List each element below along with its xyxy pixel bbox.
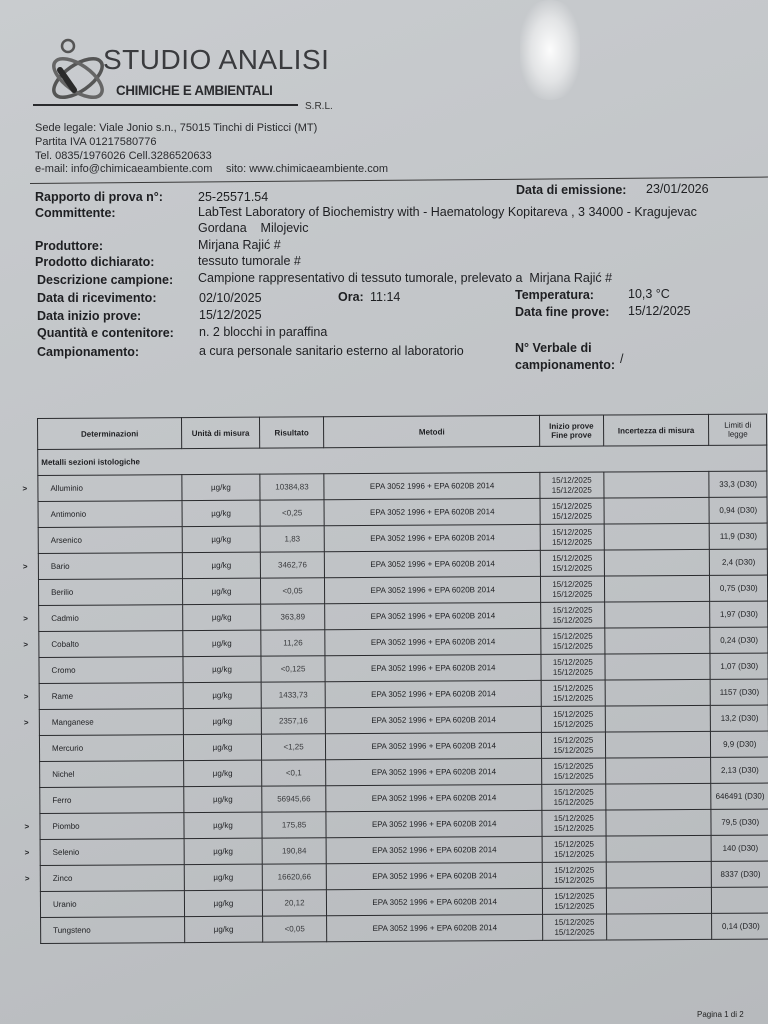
- uncertainty-cell: [605, 679, 711, 706]
- unit-cell: µg/kg: [182, 500, 260, 526]
- determination-name: Arsenico: [50, 535, 82, 545]
- time-value: 11:14: [370, 290, 401, 304]
- determination-name: Tungsteno: [53, 925, 91, 935]
- limit-cell: 0,75 (D30): [710, 575, 768, 601]
- sampling-value: a cura personale sanitario esterno al laboratorio: [199, 344, 464, 358]
- determination-name: Uranio: [52, 899, 77, 909]
- start-date: 15/12/2025: [552, 553, 593, 563]
- header-uncertainty: Incertezza di misura: [603, 414, 709, 446]
- limit-cell: 646491 (D30): [711, 783, 768, 809]
- header-limits-2: legge: [728, 429, 748, 439]
- start-date: 15/12/2025: [554, 891, 595, 901]
- unit-cell: µg/kg: [185, 916, 263, 942]
- exceed-marker: >: [22, 562, 28, 572]
- header-dates-start: Inizio prove: [549, 421, 594, 431]
- dates-cell: [543, 914, 607, 940]
- company-email: e-mail: info@chimicaeambiente.com: [35, 163, 213, 175]
- uncertainty-cell: [606, 913, 712, 940]
- light-glare: [520, 0, 580, 100]
- result-cell: 56945,66: [262, 786, 327, 812]
- end-date: 15/12/2025: [553, 745, 594, 755]
- limit-cell: 0,94 (D30): [709, 497, 767, 523]
- determination-name: Ferro: [52, 795, 72, 805]
- method-cell: EPA 3052 1996 + EPA 6020B 2014: [324, 498, 540, 525]
- start-date-label: Data inizio prove:: [37, 309, 142, 323]
- exceed-marker: >: [23, 640, 29, 650]
- end-date: 15/12/2025: [553, 849, 595, 859]
- unit-cell: µg/kg: [184, 786, 262, 812]
- end-date: 15/12/2025: [554, 875, 595, 885]
- dates-cell: [541, 654, 605, 680]
- unit-cell: µg/kg: [183, 630, 261, 656]
- page-number: Pagina 1 di 2: [697, 1010, 744, 1019]
- method-cell: EPA 3052 1996 + EPA 6020B 2014: [326, 758, 542, 785]
- determination-cell: [38, 501, 182, 528]
- exceed-marker: >: [23, 692, 29, 702]
- start-date: 15/12/2025: [552, 683, 594, 693]
- header-dates: [540, 415, 604, 446]
- method-cell: EPA 3052 1996 + EPA 6020B 2014: [325, 680, 541, 707]
- result-cell: 175,85: [262, 812, 327, 838]
- method-cell: EPA 3052 1996 + EPA 6020B 2014: [326, 810, 542, 837]
- dates-cell: [540, 550, 604, 576]
- uncertainty-cell: [604, 497, 710, 524]
- issue-date: 23/01/2026: [646, 182, 709, 196]
- client-label: Committente:: [35, 206, 116, 220]
- start-date: 15/12/2025: [551, 527, 593, 537]
- limit-cell: 140 (D30): [712, 835, 768, 861]
- result-cell: <0,1: [261, 760, 326, 786]
- method-cell: EPA 3052 1996 + EPA 6020B 2014: [325, 602, 541, 629]
- start-date: 15/12/2025: [553, 709, 594, 719]
- product-value: tessuto tumorale #: [198, 254, 301, 268]
- dates-cell: [542, 732, 606, 758]
- dates-cell: [540, 524, 604, 550]
- temperature-label: Temperatura:: [515, 288, 594, 302]
- determination-cell: [38, 579, 182, 606]
- result-cell: <0,125: [261, 656, 326, 682]
- dates-cell: [542, 888, 606, 914]
- dates-cell: [542, 862, 606, 888]
- producer-label: Produttore:: [35, 239, 104, 253]
- determination-name: Nichel: [52, 769, 75, 779]
- start-date: 15/12/2025: [552, 605, 593, 615]
- quantity-value: n. 2 blocchi in paraffina: [199, 325, 328, 339]
- description-label: Descrizione campione:: [37, 273, 174, 287]
- temperature-value: 10,3 °C: [628, 287, 670, 301]
- exceed-marker: >: [24, 874, 30, 884]
- unit-cell: µg/kg: [182, 526, 260, 552]
- brand-divider: [33, 104, 298, 106]
- start-date-value: 15/12/2025: [199, 308, 262, 322]
- dates-cell: [542, 810, 606, 836]
- limit-cell: 9,9 (D30): [711, 731, 768, 757]
- determination-name: Mercurio: [51, 743, 84, 753]
- company-website: sito: www.chimicaeambiente.com: [226, 163, 389, 175]
- limit-cell: 1,07 (D30): [710, 653, 768, 679]
- client-line-1: LabTest Laboratory of Biochemistry with - Haematology Kopitareva , 3 34000 - Kragujevac: [198, 205, 697, 219]
- unit-cell: µg/kg: [184, 864, 262, 890]
- end-date-label: Data fine prove:: [515, 305, 610, 319]
- determination-name: Piombo: [52, 821, 80, 831]
- description-value: Campione rappresentativo di tessuto tumorale, prelevato a Mirjana Rajić #: [198, 271, 613, 285]
- dates-cell: [541, 706, 605, 732]
- results-table: [22, 414, 768, 944]
- uncertainty-cell: [604, 549, 710, 576]
- table-header-row: [38, 414, 767, 449]
- limit-cell: 8337 (D30): [712, 861, 768, 887]
- method-cell: EPA 3052 1996 + EPA 6020B 2014: [327, 862, 543, 889]
- determination-cell: [41, 917, 185, 944]
- header-methods: Metodi: [324, 415, 540, 447]
- end-date: 15/12/2025: [553, 797, 594, 807]
- end-date: 15/12/2025: [552, 615, 593, 625]
- result-cell: 3462,76: [260, 552, 325, 578]
- limit-cell: 1,97 (D30): [710, 601, 768, 627]
- header-result: Risultato: [259, 417, 324, 448]
- uncertainty-cell: [603, 471, 709, 498]
- uncertainty-cell: [604, 601, 710, 628]
- received-value: 02/10/2025: [199, 291, 262, 305]
- method-cell: EPA 3052 1996 + EPA 6020B 2014: [324, 524, 540, 551]
- exceed-marker: >: [23, 718, 29, 728]
- uncertainty-cell: [605, 705, 711, 732]
- start-date: 15/12/2025: [553, 735, 594, 745]
- header-determination: Determinazioni: [38, 418, 182, 450]
- determination-cell: [23, 605, 183, 632]
- method-cell: EPA 3052 1996 + EPA 6020B 2014: [327, 888, 543, 915]
- determination-cell: [39, 657, 183, 684]
- limit-cell: [712, 887, 768, 913]
- time-label: Ora:: [338, 290, 364, 304]
- start-date: 15/12/2025: [552, 579, 593, 589]
- end-date: 15/12/2025: [552, 537, 593, 547]
- header-unit: Unità di misura: [182, 417, 260, 448]
- method-cell: EPA 3052 1996 + EPA 6020B 2014: [326, 836, 542, 863]
- determination-name: Zinco: [52, 873, 73, 883]
- dates-cell: [542, 784, 606, 810]
- result-cell: 190,84: [262, 838, 327, 864]
- method-cell: EPA 3052 1996 + EPA 6020B 2014: [325, 550, 541, 577]
- issue-date-label: Data di emissione:: [516, 183, 627, 197]
- result-cell: 11,26: [261, 630, 326, 656]
- company-legal-form: S.R.L.: [305, 101, 333, 112]
- quantity-label: Quantità e contenitore:: [37, 326, 174, 340]
- header-limits: [709, 414, 767, 445]
- start-date: 15/12/2025: [554, 917, 595, 927]
- determination-name: Antimonio: [50, 509, 87, 519]
- method-cell: EPA 3052 1996 + EPA 6020B 2014: [326, 732, 542, 759]
- uncertainty-cell: [605, 783, 711, 810]
- determination-cell: [22, 553, 182, 580]
- result-cell: 16620,66: [262, 864, 327, 890]
- unit-cell: µg/kg: [182, 474, 260, 500]
- company-subtitle: CHIMICHE E AMBIENTALI: [116, 82, 273, 98]
- determination-name: Manganese: [51, 717, 94, 727]
- determination-name: Alluminio: [50, 483, 83, 493]
- start-date: 15/12/2025: [553, 761, 594, 771]
- result-cell: 2357,16: [261, 708, 326, 734]
- uncertainty-cell: [605, 809, 711, 836]
- uncertainty-cell: [604, 523, 710, 550]
- start-date: 15/12/2025: [551, 475, 592, 485]
- limit-cell: 33,3 (D30): [709, 471, 767, 497]
- determination-name: Cobalto: [51, 639, 79, 649]
- determination-cell: [22, 475, 182, 502]
- dates-cell: [540, 498, 604, 524]
- company-name: STUDIO ANALISI: [103, 44, 330, 75]
- dates-cell: [542, 836, 606, 862]
- company-vat: Partita IVA 01217580776: [35, 136, 157, 148]
- determination-name: Cromo: [51, 665, 76, 675]
- method-cell: EPA 3052 1996 + EPA 6020B 2014: [325, 576, 541, 603]
- result-cell: 1433,73: [261, 682, 326, 708]
- unit-cell: µg/kg: [184, 812, 262, 838]
- uncertainty-cell: [605, 757, 711, 784]
- result-cell: <0,05: [260, 578, 325, 604]
- dates-cell: [541, 576, 605, 602]
- table-row: [41, 913, 768, 943]
- method-cell: EPA 3052 1996 + EPA 6020B 2014: [325, 628, 541, 655]
- start-date: 15/12/2025: [552, 657, 593, 667]
- determination-cell: [40, 787, 184, 814]
- end-date: 15/12/2025: [553, 693, 594, 703]
- determination-cell: [24, 839, 184, 866]
- determination-cell: [23, 683, 183, 710]
- determination-cell: [39, 735, 183, 762]
- method-cell: EPA 3052 1996 + EPA 6020B 2014: [327, 914, 543, 941]
- dates-cell: [541, 680, 605, 706]
- unit-cell: µg/kg: [183, 604, 261, 630]
- end-date: 15/12/2025: [554, 927, 595, 937]
- result-cell: 20,12: [262, 890, 327, 916]
- limit-cell: 0,14 (D30): [712, 913, 768, 939]
- dates-cell: [541, 602, 605, 628]
- unit-cell: µg/kg: [183, 656, 261, 682]
- start-date: 15/12/2025: [552, 631, 593, 641]
- uncertainty-cell: [604, 575, 710, 602]
- uncertainty-cell: [606, 887, 712, 914]
- end-date: 15/12/2025: [552, 641, 593, 651]
- company-address: Sede legale: Viale Jonio s.n., 75015 Tinchi di Pisticci (MT): [35, 122, 318, 134]
- result-cell: 1,83: [260, 526, 325, 552]
- unit-cell: µg/kg: [185, 890, 263, 916]
- determination-cell: [24, 813, 184, 840]
- end-date-value: 15/12/2025: [628, 304, 691, 318]
- exceed-marker: >: [24, 848, 30, 858]
- unit-cell: µg/kg: [184, 734, 262, 760]
- uncertainty-cell: [606, 861, 712, 888]
- client-line-2: Gordana Milojevic: [198, 221, 309, 235]
- start-date: 15/12/2025: [553, 787, 594, 797]
- unit-cell: µg/kg: [184, 760, 262, 786]
- determination-cell: [23, 709, 183, 736]
- end-date: 15/12/2025: [554, 901, 595, 911]
- result-cell: 363,89: [260, 604, 325, 630]
- limit-cell: 2,4 (D30): [710, 549, 768, 575]
- report-number-label: Rapporto di prova n°:: [35, 190, 163, 204]
- verbale-value: /: [620, 352, 624, 366]
- method-cell: EPA 3052 1996 + EPA 6020B 2014: [326, 784, 542, 811]
- header-dates-end: Fine prove: [551, 430, 592, 440]
- start-date: 15/12/2025: [551, 501, 592, 511]
- determination-name: Rame: [51, 691, 74, 701]
- limit-cell: 1157 (D30): [711, 679, 768, 705]
- uncertainty-cell: [606, 835, 712, 862]
- determination-cell: [40, 891, 184, 918]
- report-number: 25-25571.54: [198, 190, 269, 204]
- producer-value: Mirjana Rajić #: [198, 238, 281, 252]
- end-date: 15/12/2025: [553, 719, 594, 729]
- unit-cell: µg/kg: [182, 552, 260, 578]
- limit-cell: 11,9 (D30): [710, 523, 768, 549]
- unit-cell: µg/kg: [183, 682, 261, 708]
- end-date: 15/12/2025: [552, 667, 593, 677]
- start-date: 15/12/2025: [554, 865, 595, 875]
- section-title: Metalli sezioni istologiche: [38, 445, 767, 475]
- start-date: 15/12/2025: [553, 839, 594, 849]
- exceed-marker: >: [23, 614, 28, 624]
- header-limits-1: Limiti di: [724, 420, 752, 430]
- result-cell: <1,25: [261, 734, 326, 760]
- unit-cell: µg/kg: [183, 708, 261, 734]
- dates-cell: [541, 628, 605, 654]
- end-date: 15/12/2025: [553, 771, 594, 781]
- determination-cell: [38, 527, 182, 554]
- product-label: Prodotto dichiarato:: [35, 255, 155, 269]
- determination-cell: [40, 761, 184, 788]
- determination-name: Selenio: [52, 847, 80, 857]
- unit-cell: µg/kg: [184, 838, 262, 864]
- result-cell: 10384,83: [260, 474, 325, 500]
- limit-cell: 79,5 (D30): [711, 809, 768, 835]
- end-date: 15/12/2025: [553, 823, 594, 833]
- end-date: 15/12/2025: [551, 511, 592, 521]
- received-label: Data di ricevimento:: [37, 291, 157, 305]
- uncertainty-cell: [604, 627, 710, 654]
- company-phone: Tel. 0835/1976026 Cell.3286520633: [35, 150, 212, 162]
- determination-cell: [24, 865, 184, 892]
- verbale-label-2: campionamento:: [515, 358, 616, 372]
- determination-name: Bario: [50, 561, 70, 571]
- determination-cell: [23, 631, 183, 658]
- exceed-marker: >: [22, 484, 28, 494]
- start-date: 15/12/2025: [553, 813, 594, 823]
- determination-name: Berilio: [51, 587, 74, 597]
- method-cell: EPA 3052 1996 + EPA 6020B 2014: [324, 472, 540, 499]
- unit-cell: µg/kg: [183, 578, 261, 604]
- dates-cell: [542, 758, 606, 784]
- determination-name: Cadmio: [51, 613, 79, 623]
- sampling-label: Campionamento:: [37, 345, 140, 359]
- end-date: 15/12/2025: [552, 589, 593, 599]
- method-cell: EPA 3052 1996 + EPA 6020B 2014: [325, 654, 541, 681]
- method-cell: EPA 3052 1996 + EPA 6020B 2014: [326, 706, 542, 733]
- end-date: 15/12/2025: [552, 563, 593, 573]
- verbale-label-1: N° Verbale di: [515, 341, 592, 355]
- result-cell: <0,25: [260, 500, 325, 526]
- uncertainty-cell: [605, 653, 711, 680]
- dates-cell: [540, 472, 604, 498]
- result-cell: <0,05: [262, 916, 327, 942]
- uncertainty-cell: [605, 731, 711, 758]
- limit-cell: 13,2 (D30): [711, 705, 768, 731]
- limit-cell: 0,24 (D30): [710, 627, 768, 653]
- end-date: 15/12/2025: [551, 485, 592, 495]
- limit-cell: 2,13 (D30): [711, 757, 768, 783]
- exceed-marker: >: [24, 822, 30, 832]
